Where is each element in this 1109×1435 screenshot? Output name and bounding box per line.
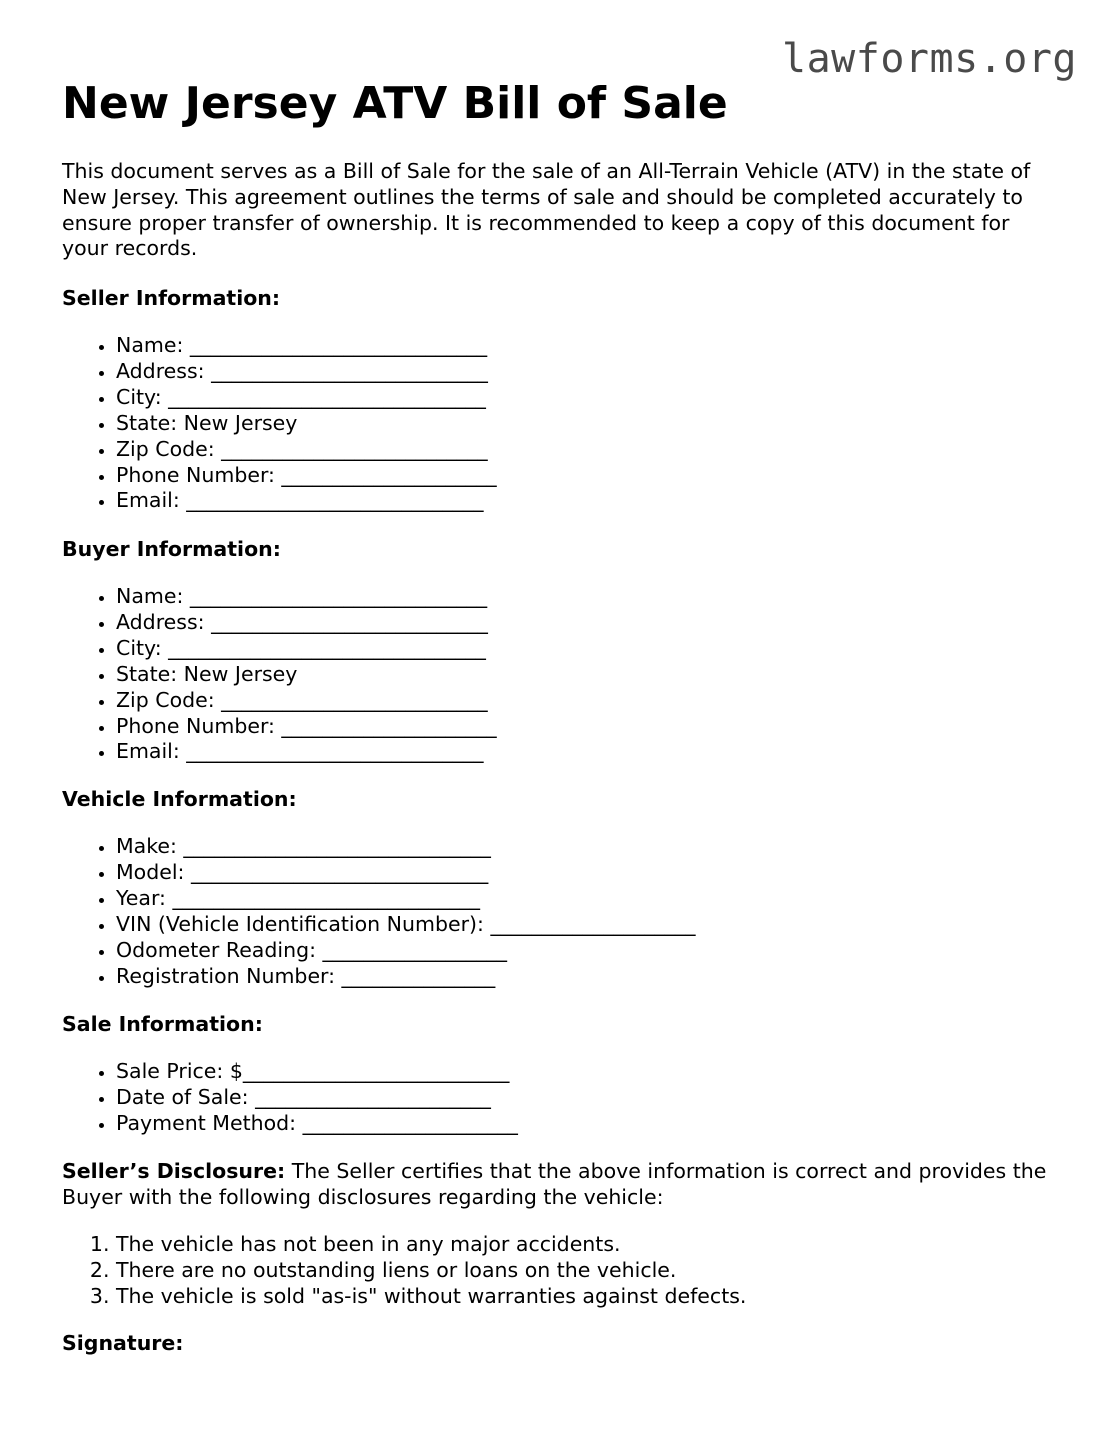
intro-paragraph: This document serves as a Bill of Sale for the sale of an All-Terrain Vehicle (ATV) in the state of New Jersey. This agreement outlines the terms of sale and should be completed accurately to ensure proper transfer of ownership. It is recommended to keep a copy of this document for your records. (62, 159, 1031, 261)
vehicle-odometer-field[interactable]: • Odometer Reading: __________________ (116, 938, 695, 964)
vehicle-registration-field[interactable]: • Registration Number: _______________ (116, 964, 695, 990)
buyer-list (62, 584, 497, 765)
seller-heading: Seller Information: (62, 286, 281, 310)
seller-zip-field[interactable]: • Zip Code: __________________________ (116, 437, 497, 463)
sale-heading: Sale Information: (62, 1012, 263, 1036)
vehicle-list (62, 834, 695, 989)
seller-name-field[interactable]: • Name: _____________________________ (116, 333, 497, 359)
buyer-city-field[interactable]: • City: _______________________________ (116, 636, 497, 662)
seller-city-field[interactable]: • City: _______________________________ (116, 385, 497, 411)
buyer-email-field[interactable]: • Email: _____________________________ (116, 739, 497, 765)
disclosure-item: 2. There are no outstanding liens or loans on the vehicle. (116, 1258, 746, 1284)
seller-phone-field[interactable]: • Phone Number: _____________________ (116, 463, 497, 489)
vehicle-vin-field[interactable]: • VIN (Vehicle Identification Number): ____________________ (116, 912, 695, 938)
buyer-name-field[interactable]: • Name: _____________________________ (116, 584, 497, 610)
vehicle-heading: Vehicle Information: (62, 787, 297, 811)
disclosure-paragraph (62, 1158, 1052, 1210)
seller-email-field[interactable]: • Email: _____________________________ (116, 488, 497, 514)
sale-price-field[interactable]: • Sale Price: $__________________________ (116, 1059, 518, 1085)
sale-payment-field[interactable]: • Payment Method: _____________________ (116, 1111, 518, 1137)
buyer-zip-field[interactable]: • Zip Code: __________________________ (116, 688, 497, 714)
disclosure-item: 1. The vehicle has not been in any major accidents. (116, 1232, 746, 1258)
buyer-state-field: • State: New Jersey (116, 662, 497, 688)
seller-address-field[interactable]: • Address: ___________________________ (116, 359, 497, 385)
vehicle-make-field[interactable]: • Make: ______________________________ (116, 834, 695, 860)
vehicle-model-field[interactable]: • Model: _____________________________ (116, 860, 695, 886)
watermark: lawforms.org (782, 36, 1077, 82)
disclosure-label: Seller’s Disclosure: (62, 1159, 286, 1183)
disclosure-text: The Seller certifies that the above information is correct and provides the Buyer with the following disclosures regarding the vehicle: (62, 1159, 1047, 1209)
page-title: New Jersey ATV Bill of Sale (62, 78, 728, 129)
sale-date-field[interactable]: • Date of Sale: _______________________ (116, 1085, 518, 1111)
sale-list (62, 1059, 518, 1137)
seller-list (62, 333, 497, 514)
vehicle-year-field[interactable]: • Year: ______________________________ (116, 886, 695, 912)
buyer-phone-field[interactable]: • Phone Number: _____________________ (116, 714, 497, 740)
disclosure-list (62, 1232, 746, 1310)
buyer-heading: Buyer Information: (62, 537, 281, 561)
seller-state-field: • State: New Jersey (116, 411, 497, 437)
signature-heading: Signature: (62, 1331, 184, 1355)
disclosure-item: 3. The vehicle is sold "as-is" without warranties against defects. (116, 1284, 746, 1310)
buyer-address-field[interactable]: • Address: ___________________________ (116, 610, 497, 636)
